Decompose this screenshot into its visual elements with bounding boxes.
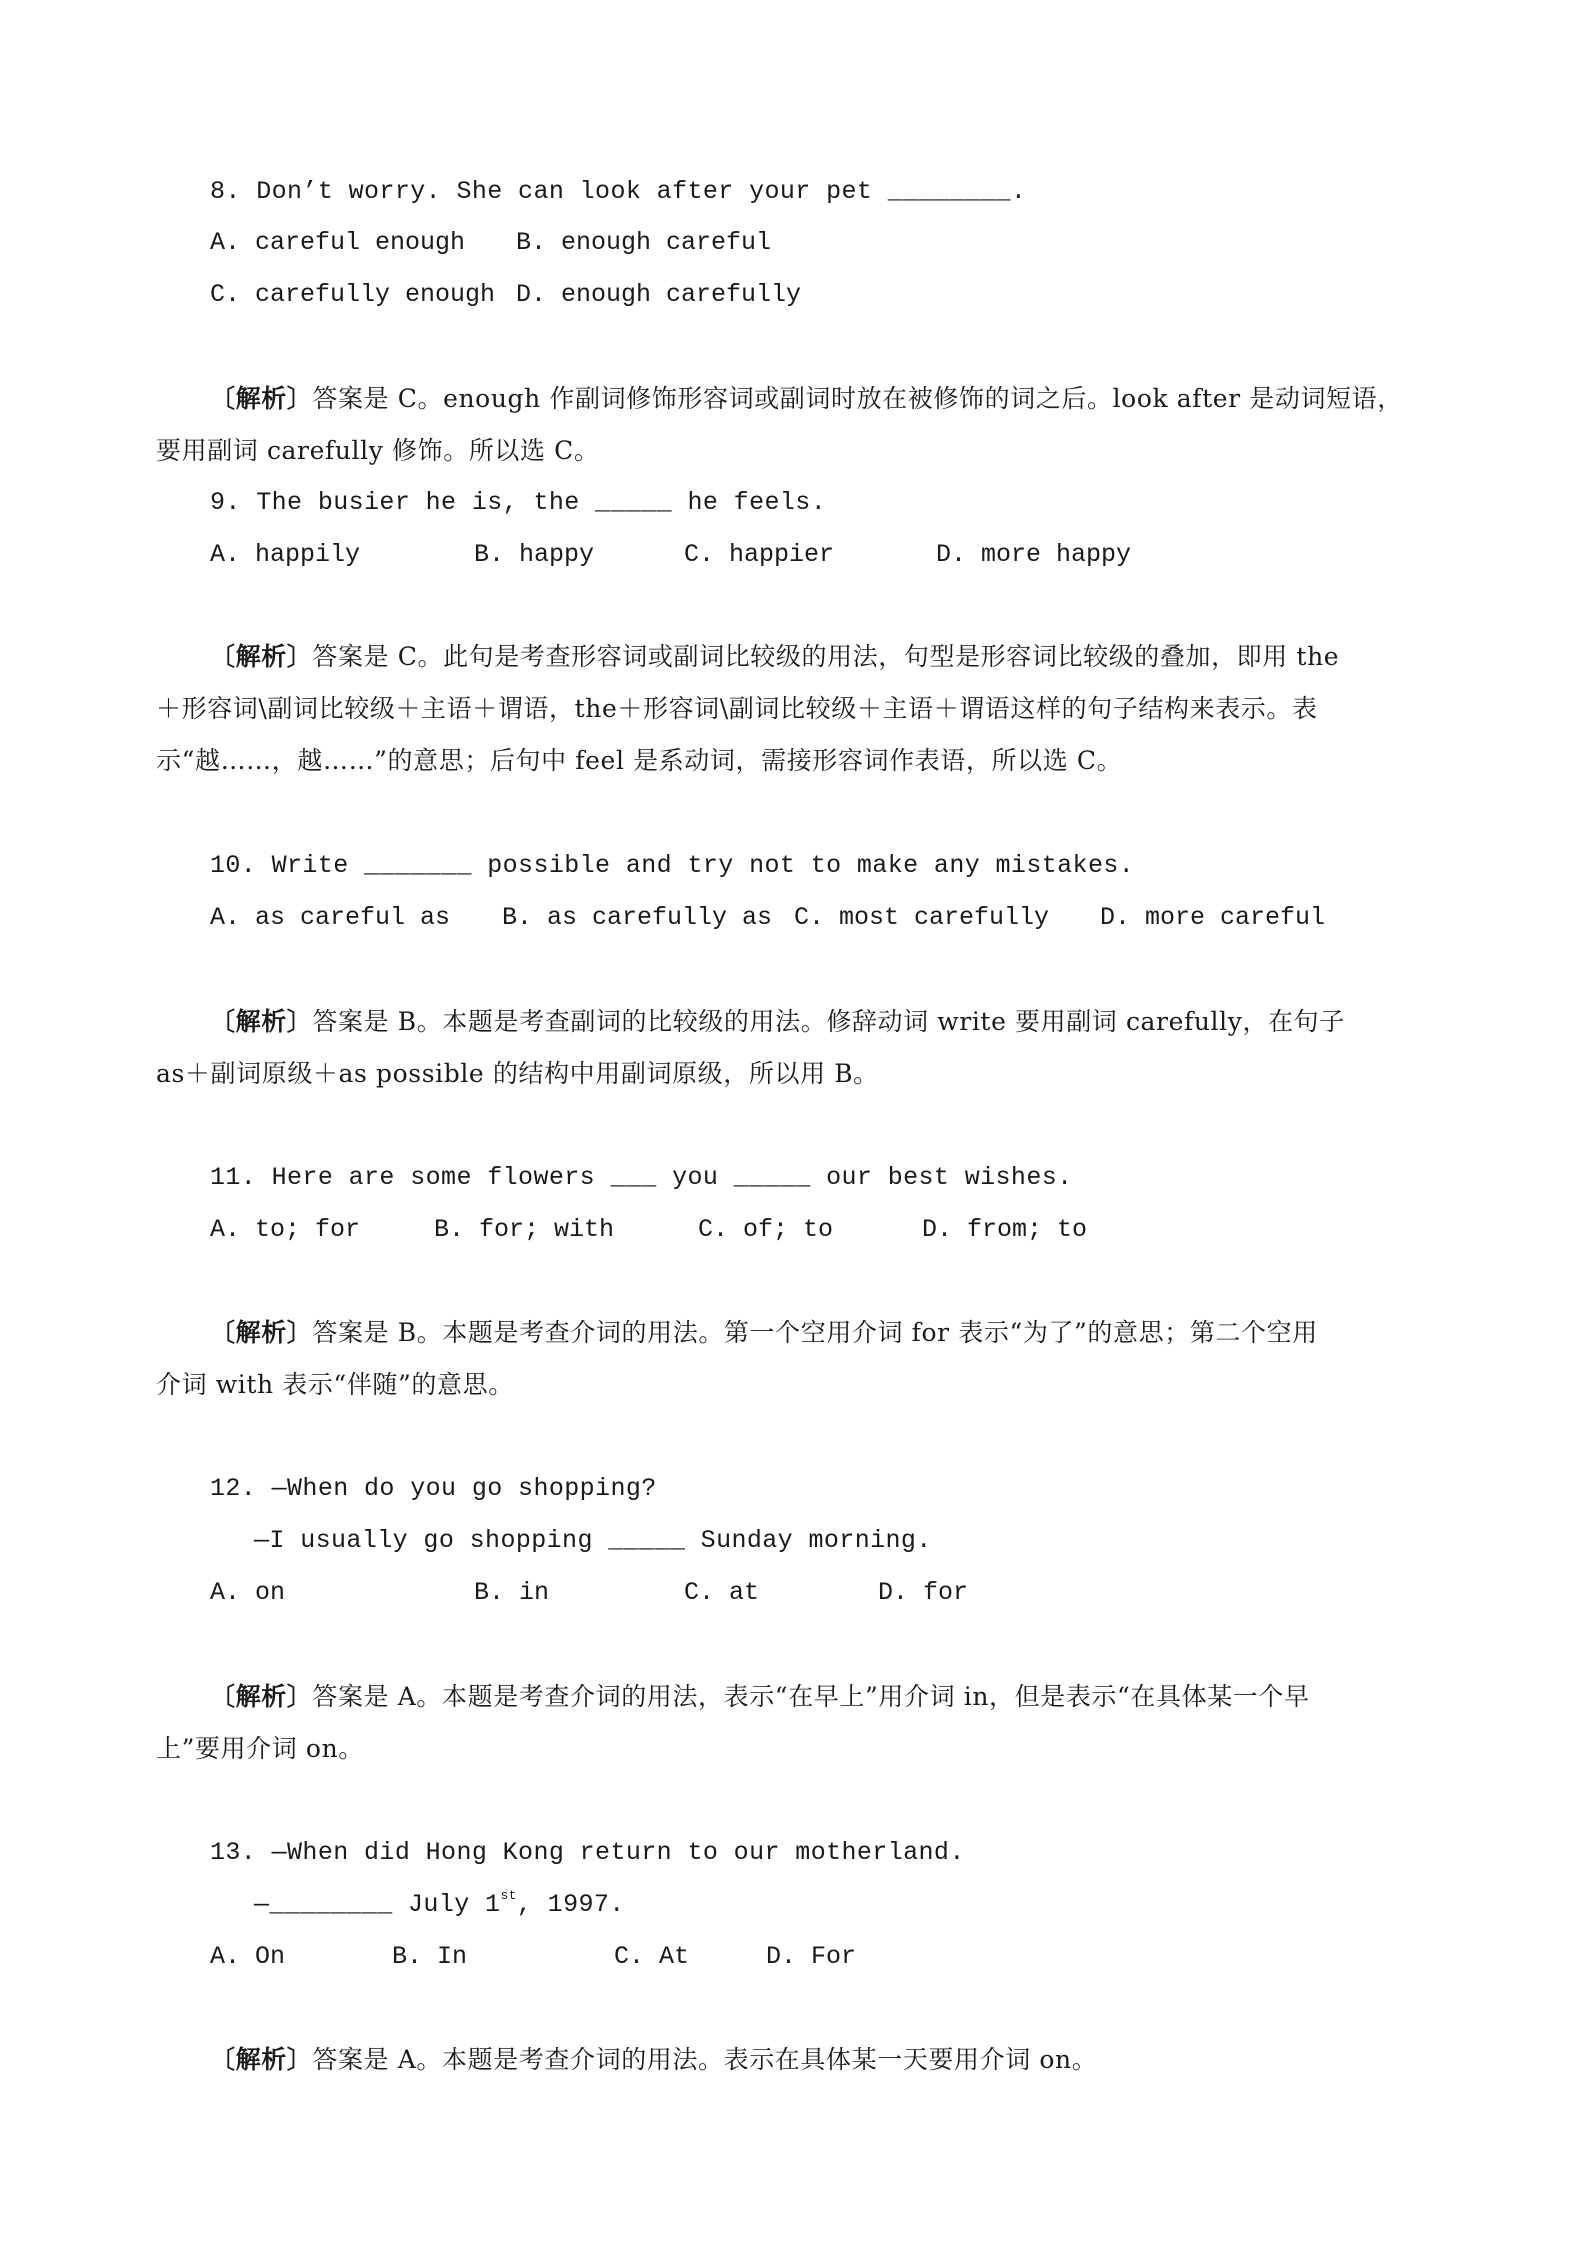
question-8-stem: 8. Don’t worry. She can look after your pet ________. — [210, 177, 1027, 206]
q13-option-b: B. In — [392, 1942, 468, 1971]
q13-option-a: A. On — [210, 1942, 286, 1971]
q8-option-a: A. careful enough — [210, 228, 466, 257]
q10-option-a: A. as careful as — [210, 903, 451, 932]
q8-option-d: D. enough carefully — [516, 280, 802, 309]
analysis-text: 答案是 A。本题是考查介词的用法，表示“在早上”用介词 in，但是表示“在具体某一个早 — [312, 1682, 1310, 1711]
analysis-text: 答案是 B。本题是考查副词的比较级的用法。修辞动词 write 要用副词 carefully，在句子 — [312, 1007, 1345, 1036]
analysis-text: 答案是 A。本题是考查介词的用法。表示在具体某一天要用介词 on。 — [312, 2045, 1098, 2074]
question-13-answer-line — [254, 1888, 625, 1922]
q11-analysis-line-2: 介词 with 表示“伴随”的意思。 — [156, 1370, 514, 1399]
q13-option-d: D. For — [766, 1942, 857, 1971]
question-10-stem: 10. Write _______ possible and try not to make any mistakes. — [210, 851, 1135, 880]
q11-option-b: B. for; with — [434, 1215, 615, 1244]
analysis-text: 答案是 C。enough 作副词修饰形容词或副词时放在被修饰的词之后。look after 是动词短语， — [312, 384, 1403, 413]
q9-analysis-line-1 — [210, 640, 1339, 674]
analysis-tag: 〔解析〕 — [210, 1007, 313, 1036]
q10-analysis-line-1 — [210, 1005, 1345, 1039]
analysis-tag: 〔解析〕 — [210, 1682, 313, 1711]
q11-analysis-line-1 — [210, 1316, 1318, 1350]
q10-option-d: D. more careful — [1100, 903, 1326, 932]
answer-text-after: , 1997. — [516, 1890, 625, 1919]
answer-text-before: —________ July 1 — [254, 1890, 501, 1919]
q13-analysis-line-1 — [210, 2043, 1097, 2077]
q12-analysis-line-1 — [210, 1680, 1310, 1714]
analysis-text: 答案是 C。此句是考查形容词或副词比较级的用法，句型是形容词比较级的叠加，即用 the — [312, 642, 1340, 671]
q10-option-b: B. as carefully as — [502, 903, 773, 932]
q11-option-d: D. from; to — [922, 1215, 1088, 1244]
q11-option-c: C. of; to — [698, 1215, 834, 1244]
q12-option-c: C. at — [684, 1578, 760, 1607]
analysis-tag: 〔解析〕 — [210, 642, 313, 671]
analysis-tag: 〔解析〕 — [210, 2045, 313, 2074]
q10-option-c: C. most carefully — [794, 903, 1050, 932]
q12-option-d: D. for — [878, 1578, 969, 1607]
q9-option-b: B. happy — [474, 540, 595, 569]
q9-option-c: C. happier — [684, 540, 835, 569]
question-13-stem: 13. —When did Hong Kong return to our motherland. — [210, 1838, 965, 1867]
q10-analysis-line-2: as＋副词原级＋as possible 的结构中用副词原级，所以用 B。 — [156, 1059, 879, 1088]
q9-analysis-line-3: 示“越……，越……”的意思；后句中 feel 是系动词，需接形容词作表语，所以选 C。 — [156, 746, 1123, 775]
q9-option-a: A. happily — [210, 540, 361, 569]
q9-option-d: D. more happy — [936, 540, 1132, 569]
q8-analysis-line-2: 要用副词 carefully 修饰。所以选 C。 — [156, 436, 600, 465]
question-12-answer-line: —I usually go shopping _____ Sunday morning. — [254, 1526, 932, 1555]
analysis-tag: 〔解析〕 — [210, 384, 313, 413]
q8-analysis-line-1 — [210, 382, 1403, 416]
q9-analysis-line-2: ＋形容词\副词比较级＋主语＋谓语，the＋形容词\副词比较级＋主语＋谓语这样的句子结构来表示。表 — [156, 694, 1318, 723]
q8-option-b: B. enough careful — [516, 228, 772, 257]
question-9-stem: 9. The busier he is, the _____ he feels. — [210, 488, 827, 517]
q12-option-a: A. on — [210, 1578, 286, 1607]
analysis-text: 答案是 B。本题是考查介词的用法。第一个空用介词 for 表示“为了”的意思；第二个空用 — [312, 1318, 1318, 1347]
analysis-tag: 〔解析〕 — [210, 1318, 313, 1347]
question-12-stem: 12. —When do you go shopping? — [210, 1474, 657, 1503]
ordinal-suffix: st — [500, 1888, 517, 1903]
q13-option-c: C. At — [614, 1942, 690, 1971]
q12-analysis-line-2: 上”要用介词 on。 — [156, 1734, 364, 1763]
question-11-stem: 11. Here are some flowers ___ you _____ our best wishes. — [210, 1163, 1073, 1192]
q8-option-c: C. carefully enough — [210, 280, 496, 309]
q12-option-b: B. in — [474, 1578, 550, 1607]
q11-option-a: A. to; for — [210, 1215, 361, 1244]
